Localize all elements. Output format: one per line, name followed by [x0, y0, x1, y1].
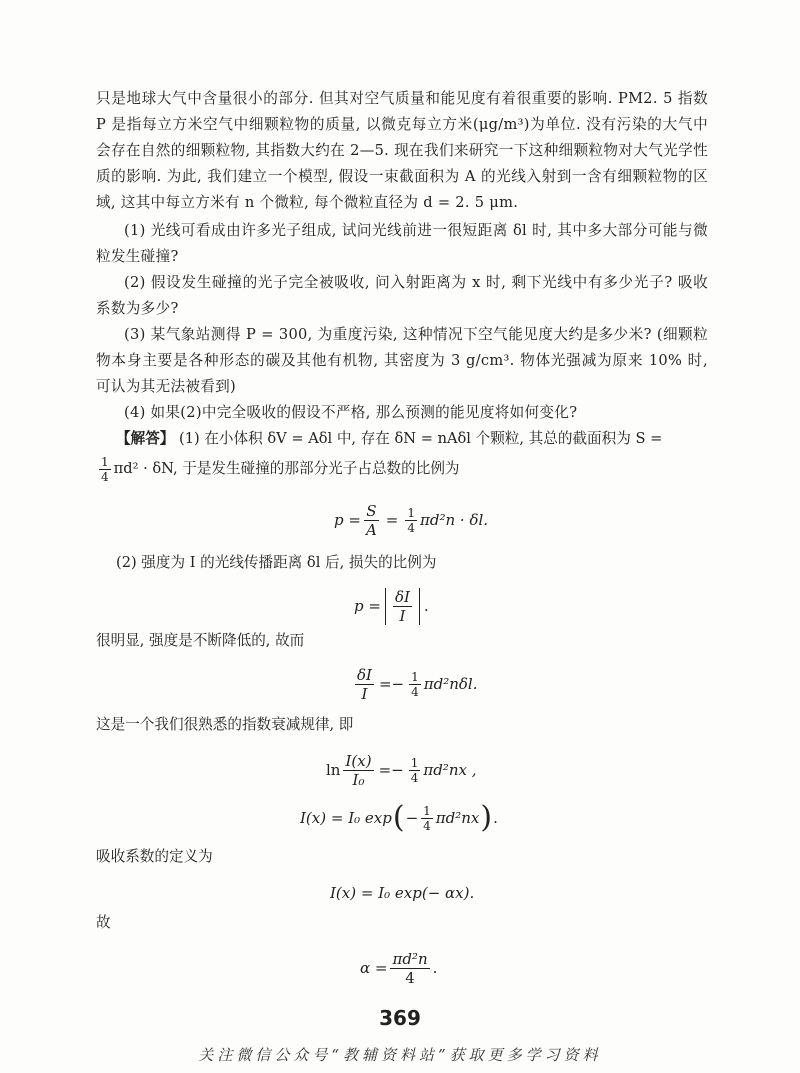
solution-label: 【解答】 — [116, 430, 175, 447]
solution-line-2 — [96, 452, 460, 486]
equation-alpha: α = $\frac{\text{πd²n}}{4}$ . — [360, 949, 438, 987]
fraction-quarter: $\frac{1}{4}$ — [101, 454, 109, 484]
solution-part-2-intro: (2) 强度为 I 的光线传播距离 δl 后, 损失的比例为 — [116, 554, 437, 571]
text-exponential-law: 这是一个我们很熟悉的指数衰减规律, 即 — [96, 716, 354, 733]
page-number: 369 — [379, 1006, 421, 1030]
question-2: (2) 假设发生碰撞的光子完全被吸收, 问入射距离为 x 时, 剩下光线中有多少光子? 吸收系数为多少? — [96, 274, 708, 317]
equation-log-form: ln $\frac{I(x)}{\text{I₀}}$ =− $\frac{1}{4}$ πd²nx , — [326, 751, 477, 789]
solution-part-1-text: (1) 在小体积 δV = Aδl 中, 存在 δN = nAδl 个颗粒, 其总的截面积为 S = — [179, 430, 663, 447]
equation-differential: $\frac{\delta I}{I}$ =− $\frac{1}{4}$ πd²nδl. — [357, 665, 478, 703]
question-4: (4) 如果(2)中完全吸收的假设不严格, 那么预测的能见度将如何变化? — [124, 404, 578, 421]
solution-line-1 — [116, 426, 662, 452]
equation-exp-form: I(x) = I₀ exp ( − $\frac{1}{4}$ πd²nx ) . — [300, 800, 498, 835]
problem-intro: 只是地球大气中含量很小的部分. 但其对空气质量和能见度有着很重要的影响. PM2. 5 指数 P 是指每立方米空气中细颗粒物的质量, 以微克每立方米(μg/m³)为单位. 没有污染的大气中会存在自然的细颗粒物, 其指数大约在 2—5. 现在我们来研究一下这种细颗粒物对大气光学性质的影响. 为此, 我们建立一个模型, 假设一束截面积为 A 的光线入射到一含有细颗粒物的区域, 这其中每立方米有 n 个微粒, 每个微粒直径为 d = 2. 5 μm. — [96, 90, 708, 211]
equation-absorption-def: I(x) = I₀ exp(− αx). — [330, 884, 475, 902]
solution-part-1-text-2: πd² · δN, 于是发生碰撞的那部分光子占总数的比例为 — [113, 460, 460, 477]
equation-loss-ratio: p = $\frac{\delta I}{I}$ . — [354, 587, 429, 625]
text-intensity-decrease: 很明显, 强度是不断降低的, 故而 — [96, 632, 305, 649]
text-therefore: 故 — [96, 914, 111, 931]
text-absorption-definition: 吸收系数的定义为 — [96, 848, 213, 865]
equation-p-ratio: p = $\frac{S}{A}$ = $\frac{1}{4}$ πd²n · δl. — [334, 501, 489, 539]
question-3: (3) 某气象站测得 P = 300, 为重度污染, 这种情况下空气能见度大约是多少米? (细颗粒物本身主要是各种形态的碳及其他有机物, 其密度为 3 g/cm³. 物体光强减为原来 10% 时, 可认为其无法被看到) — [96, 326, 708, 395]
footer-watermark: 关注微信公众号“教辅资料站”获取更多学习资料 — [198, 1046, 602, 1064]
question-1: (1) 光线可看成由许多光子组成, 试问光线前进一很短距离 δl 时, 其中多大部分可能与微粒发生碰撞? — [96, 222, 708, 265]
